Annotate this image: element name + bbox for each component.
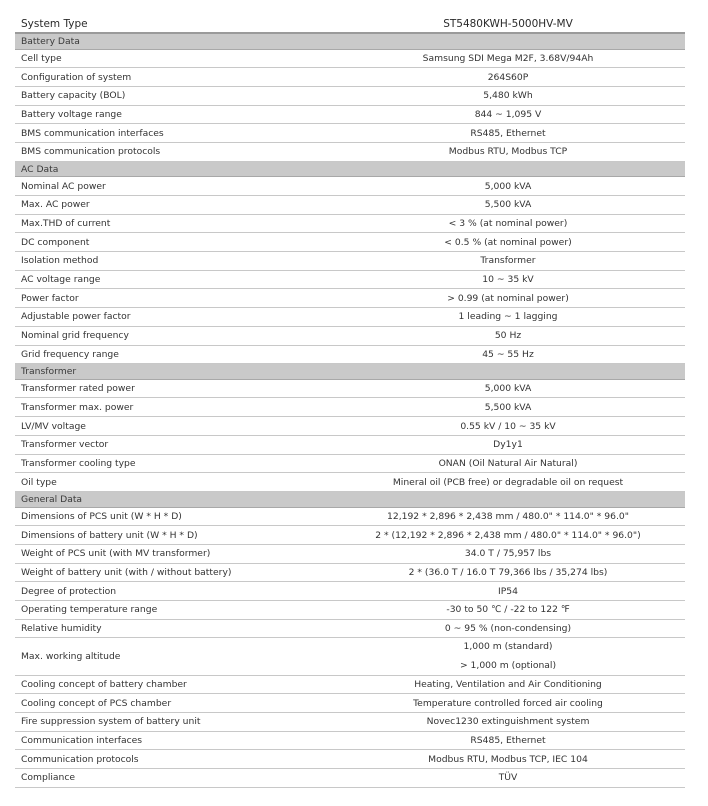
row-label: Cell type bbox=[21, 52, 62, 64]
row-value: IP54 bbox=[498, 585, 518, 597]
table-row bbox=[15, 271, 685, 290]
table-row bbox=[15, 215, 685, 234]
row-value: 50 Hz bbox=[494, 330, 522, 342]
table-row bbox=[15, 473, 685, 492]
row-value: 0 ~ 95 % (non-condensing) bbox=[444, 622, 572, 634]
row-value: Transformer bbox=[480, 255, 536, 267]
row-value: 34.0 T / 75,957 lbs bbox=[464, 548, 552, 560]
row-value: 5,500 kVA bbox=[484, 401, 532, 413]
row-label: Isolation method bbox=[21, 255, 99, 267]
row-label: Relative humidity bbox=[21, 622, 102, 634]
table-row bbox=[15, 380, 685, 399]
table-row bbox=[15, 713, 685, 732]
row-value: < 3 % (at nominal power) bbox=[448, 218, 568, 230]
row-label: Transformer max. power bbox=[21, 401, 134, 413]
table-row bbox=[15, 620, 685, 639]
table-row bbox=[15, 582, 685, 601]
row-label: Transformer rated power bbox=[21, 383, 135, 395]
row-value: Heating, Ventilation and Air Conditioning bbox=[414, 679, 602, 691]
row-label: Adjustable power factor bbox=[21, 311, 131, 323]
row-value: 5,480 kWh bbox=[483, 90, 533, 102]
row-label: Transformer vector bbox=[21, 439, 109, 451]
section-header bbox=[15, 364, 685, 380]
row-value: > 0.99 (at nominal power) bbox=[447, 292, 569, 304]
table-row bbox=[15, 545, 685, 564]
section-title: Battery Data bbox=[21, 35, 80, 47]
row-label: Grid frequency range bbox=[21, 348, 119, 360]
row-label: AC voltage range bbox=[21, 274, 101, 286]
section-header bbox=[15, 162, 685, 178]
table-body bbox=[15, 34, 685, 788]
row-value: 12,192 * 2,896 * 2,438 mm / 480.0" * 114.0" * 96.0" bbox=[387, 510, 629, 522]
row-value: 844 ~ 1,095 V bbox=[474, 109, 542, 120]
row-label: Dimensions of battery unit (W * H * D) bbox=[21, 529, 198, 541]
row-label: Configuration of system bbox=[21, 71, 132, 83]
row-value: 2 * (36.0 T / 16.0 T 79,366 lbs / 35,274 lbs) bbox=[408, 566, 608, 578]
row-label: Weight of PCS unit (with MV transformer) bbox=[21, 548, 211, 560]
row-value: RS485, Ethernet bbox=[470, 735, 546, 747]
row-label: Oil type bbox=[21, 476, 57, 488]
system-type-label: System Type bbox=[21, 17, 88, 30]
table-row bbox=[15, 564, 685, 583]
row-value: 0.55 kV / 10 ~ 35 kV bbox=[460, 420, 556, 432]
section-header bbox=[15, 492, 685, 508]
table-row bbox=[15, 289, 685, 308]
table-row bbox=[15, 252, 685, 271]
table-row bbox=[15, 526, 685, 545]
table-row bbox=[15, 106, 685, 125]
row-value: ONAN (Oil Natural Air Natural) bbox=[438, 457, 578, 469]
row-value: 5,500 kVA bbox=[484, 199, 532, 211]
row-label: Max. working altitude bbox=[21, 651, 121, 662]
row-value: 5,000 kVA bbox=[484, 180, 532, 192]
row-label: Power factor bbox=[21, 292, 79, 304]
table-row bbox=[15, 732, 685, 751]
row-value: < 0.5 % (at nominal power) bbox=[444, 236, 572, 248]
row-value: -30 to 50 ℃ / -22 to 122 ℉ bbox=[446, 604, 570, 616]
table-row bbox=[15, 68, 685, 87]
section-header bbox=[15, 34, 685, 50]
table-row bbox=[15, 143, 685, 162]
table-row bbox=[15, 233, 685, 252]
row-label: Battery voltage range bbox=[21, 109, 122, 120]
row-label: Max. AC power bbox=[21, 199, 90, 211]
row-value: Samsung SDI Mega M2F, 3.68V/94Ah bbox=[422, 52, 594, 64]
table-row bbox=[15, 455, 685, 474]
row-value: 45 ~ 55 Hz bbox=[482, 348, 534, 360]
row-label: Battery capacity (BOL) bbox=[21, 90, 126, 102]
table-row bbox=[15, 601, 685, 620]
row-value: Temperature controlled forced air cooling bbox=[413, 697, 603, 709]
row-label: Cooling concept of PCS chamber bbox=[21, 697, 172, 709]
row-label: Transformer cooling type bbox=[21, 457, 136, 469]
spec-table bbox=[15, 15, 685, 788]
table-row bbox=[15, 638, 685, 675]
table-row bbox=[15, 327, 685, 346]
row-label: Dimensions of PCS unit (W * H * D) bbox=[21, 510, 182, 522]
row-label: Communication protocols bbox=[21, 753, 139, 765]
row-label: LV/MV voltage bbox=[21, 420, 86, 432]
row-value: Mineral oil (PCB free) or degradable oil on request bbox=[392, 476, 624, 488]
table-row bbox=[15, 694, 685, 713]
table-row bbox=[15, 750, 685, 769]
row-value: Modbus RTU, Modbus TCP bbox=[448, 146, 568, 158]
table-row bbox=[15, 177, 685, 196]
table-row bbox=[15, 308, 685, 327]
table-row bbox=[15, 124, 685, 143]
row-label: Cooling concept of battery chamber bbox=[21, 679, 187, 691]
table-row bbox=[15, 417, 685, 436]
section-title: Transformer bbox=[21, 365, 77, 377]
row-label: Nominal grid frequency bbox=[21, 330, 129, 342]
row-label: BMS communication interfaces bbox=[21, 127, 164, 139]
table-row bbox=[15, 676, 685, 695]
table-row bbox=[15, 436, 685, 455]
table-row bbox=[15, 769, 685, 788]
table-row bbox=[15, 87, 685, 106]
row-label: Nominal AC power bbox=[21, 180, 106, 192]
table-row bbox=[15, 398, 685, 417]
row-value: Novec1230 extinguishment system bbox=[426, 716, 590, 728]
row-label: Operating temperature range bbox=[21, 604, 158, 616]
table-row bbox=[15, 50, 685, 69]
row-label: Communication interfaces bbox=[21, 735, 143, 747]
row-value: 264S60P bbox=[487, 71, 529, 83]
row-label: Fire suppression system of battery unit bbox=[21, 716, 201, 728]
system-type-value: ST5480KWH-5000HV-MV bbox=[443, 17, 573, 30]
section-title: AC Data bbox=[21, 163, 59, 175]
row-label: Compliance bbox=[21, 772, 76, 784]
row-label: Weight of battery unit (with / without battery) bbox=[21, 566, 232, 578]
row-label: DC component bbox=[21, 236, 90, 248]
row-value: 1,000 m (standard) bbox=[463, 641, 553, 653]
row-value: 10 ~ 35 kV bbox=[482, 274, 534, 286]
row-value: TÜV bbox=[498, 772, 518, 784]
row-value: Dy1y1 bbox=[493, 439, 523, 451]
table-row bbox=[15, 346, 685, 365]
row-value: 2 * (12,192 * 2,896 * 2,438 mm / 480.0" * 114.0" * 96.0") bbox=[375, 529, 641, 541]
row-label: BMS communication protocols bbox=[21, 146, 161, 158]
table-row bbox=[15, 508, 685, 527]
table-row bbox=[15, 196, 685, 215]
section-title: General Data bbox=[21, 493, 83, 505]
row-label: Max.THD of current bbox=[21, 218, 111, 230]
table-header-row bbox=[15, 15, 685, 34]
row-value: > 1,000 m (optional) bbox=[459, 660, 557, 672]
row-value: Modbus RTU, Modbus TCP, IEC 104 bbox=[428, 753, 588, 765]
row-value-group bbox=[331, 638, 685, 674]
row-value: RS485, Ethernet bbox=[470, 127, 546, 139]
row-label: Degree of protection bbox=[21, 585, 117, 597]
row-value: 1 leading ~ 1 lagging bbox=[458, 311, 558, 323]
row-value: 5,000 kVA bbox=[484, 383, 532, 395]
